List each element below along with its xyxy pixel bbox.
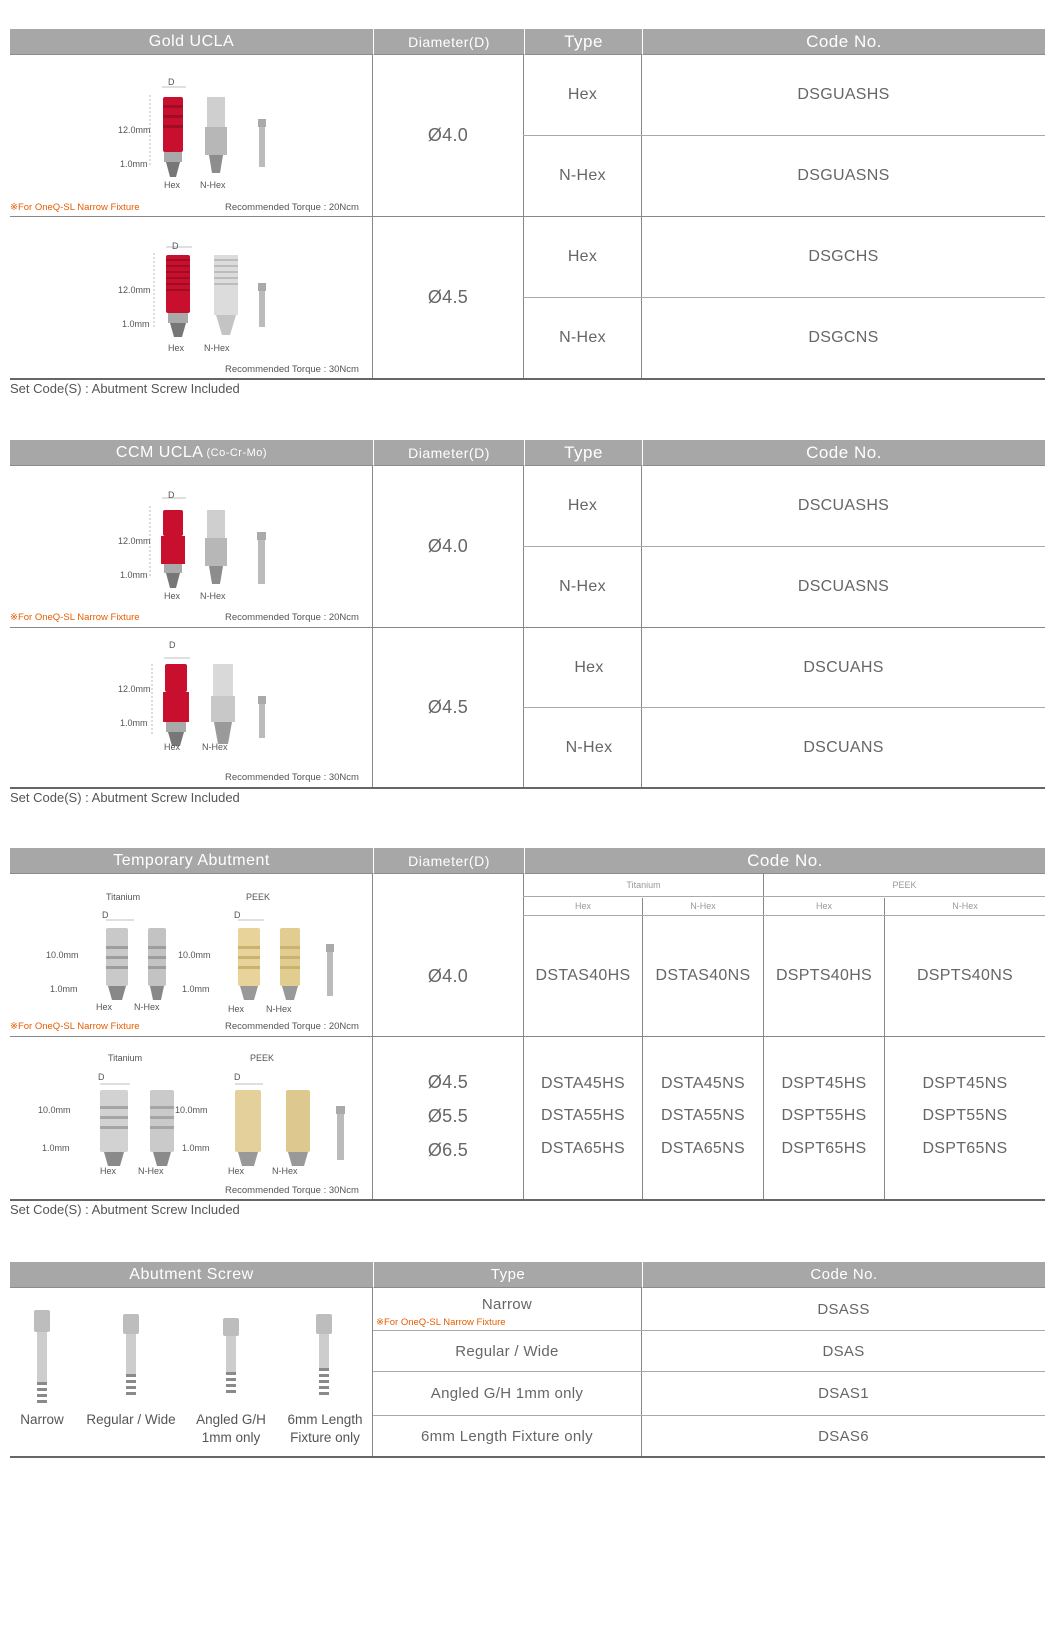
narrow-fixture-note: ※For OneQ-SL Narrow Fixture (10, 1021, 140, 1032)
type-cell: N-Hex (559, 578, 606, 595)
peek-subheader: PEEK (892, 880, 917, 890)
ccm-ucla-title: CCM UCLA (115, 443, 204, 461)
screw-type-cell: Regular / Wide (455, 1342, 559, 1360)
gold-ucla-code-header: Code No. (642, 29, 1045, 55)
diameter-cell: Ø4.5 (427, 697, 469, 717)
code-cell: DSTA45HS (541, 1075, 625, 1092)
type-cell: N-Hex (559, 329, 606, 346)
diameter-cell: Ø4.0 (427, 965, 469, 986)
screw-code-cell: DSASS (817, 1300, 870, 1318)
nhex-label: N-Hex (134, 1002, 160, 1012)
code-cell: DSPT65HS (781, 1140, 867, 1157)
dim-d-label: D (102, 910, 109, 920)
gold-ucla-section (10, 29, 1045, 399)
gold-ucla-type-header: Type (524, 29, 642, 55)
code-cell: DSPTS40NS (916, 967, 1014, 984)
type-cell: Hex (567, 497, 598, 514)
code-cell: DSTA55NS (661, 1107, 745, 1124)
nhex-label: N-Hex (272, 1166, 298, 1176)
dim-collar-label: 1.0mm (182, 1143, 210, 1153)
dim-collar-label: 1.0mm (122, 319, 150, 329)
dim-height-label: 12.0mm (118, 125, 151, 135)
dim-collar-label: 1.0mm (120, 570, 148, 580)
dim-height-label: 10.0mm (178, 950, 211, 960)
torque-note: Recommended Torque : 30Ncm (225, 1185, 359, 1196)
set-code-note: Set Code(S) : Abutment Screw Included (10, 1202, 240, 1217)
nhex-label: N-Hex (266, 1004, 292, 1014)
ccm-ucla-subtitle: (Co-Cr-Mo) (206, 446, 268, 459)
type-cell: N-Hex (565, 738, 613, 756)
temporary-abutment-section (10, 848, 1045, 1228)
nhex-label: N-Hex (202, 742, 228, 752)
code-cell: DSTA65HS (541, 1140, 625, 1157)
diameter-cell: Ø4.5 (427, 287, 469, 307)
ccm-ucla-diameter-header: Diameter(D) (373, 440, 524, 466)
nhex-label: N-Hex (138, 1166, 164, 1176)
code-cell: DSPTS40HS (775, 967, 873, 984)
screw-type-cell: Narrow (481, 1295, 533, 1313)
screw-type-header: Type (373, 1262, 642, 1288)
dim-d-label: D (168, 490, 175, 500)
diameter-cell: Ø4.5 (427, 1071, 469, 1092)
torque-note: Recommended Torque : 30Ncm (225, 772, 359, 783)
temporary-45-image (40, 1062, 360, 1174)
hex-label: Hex (100, 1166, 117, 1176)
temporary-header: Temporary Abutment (10, 848, 373, 874)
ccm-ucla-header (10, 440, 373, 466)
nhex-subheader: N-Hex (952, 901, 978, 911)
gold-ucla-45-image (110, 239, 290, 354)
code-cell: DSGUASHS (797, 86, 890, 103)
narrow-fixture-note: ※For OneQ-SL Narrow Fixture (10, 202, 140, 213)
hex-label: Hex (164, 591, 181, 601)
titanium-label: Titanium (108, 1053, 143, 1063)
diameter-cell: Ø4.0 (427, 536, 469, 556)
diameter-cell: Ø4.0 (427, 125, 469, 145)
dim-collar-label: 1.0mm (120, 159, 148, 169)
screw-label-short: 6mm Length Fixture only (287, 1412, 363, 1445)
regular-screw-icon (123, 1314, 139, 1395)
type-cell: Hex (574, 658, 604, 676)
short-screw-icon (316, 1314, 332, 1395)
code-cell: DSTAS40NS (655, 967, 751, 984)
code-cell: DSPT45NS (922, 1075, 1008, 1092)
ccm-ucla-section (10, 440, 1045, 810)
hex-label: Hex (228, 1166, 245, 1176)
code-cell: DSCUASHS (797, 497, 890, 514)
code-cell: DSTA65NS (661, 1140, 745, 1157)
screw-images (10, 1302, 372, 1412)
nhex-label: N-Hex (204, 343, 230, 353)
gold-ucla-header: Gold UCLA (10, 29, 373, 55)
temporary-code-header: Code No. (524, 848, 1045, 874)
code-cell: DSTAS40HS (535, 967, 631, 984)
code-cell: DSPT55HS (781, 1107, 867, 1124)
code-cell: DSGCHS (808, 248, 879, 265)
angled-screw-icon (223, 1318, 239, 1393)
peek-label: PEEK (250, 1053, 275, 1063)
screw-header: Abutment Screw (10, 1262, 373, 1288)
code-cell: DSTA55HS (541, 1107, 625, 1124)
dim-collar-label: 1.0mm (120, 718, 148, 728)
type-cell: Hex (567, 86, 598, 103)
hex-label: Hex (228, 1004, 245, 1014)
dim-height-label: 12.0mm (118, 684, 151, 694)
abutment-screw-section (10, 1262, 1045, 1462)
nhex-label: N-Hex (200, 591, 226, 601)
code-cell: DSGUASNS (797, 167, 890, 184)
code-cell: DSTA45NS (661, 1075, 745, 1092)
code-cell: DSPT65NS (922, 1140, 1008, 1157)
dim-height-label: 10.0mm (38, 1105, 71, 1115)
dim-d-label: D (234, 1072, 241, 1082)
hex-label: Hex (164, 742, 181, 752)
type-cell: Hex (567, 248, 598, 265)
dim-d-label: D (168, 77, 175, 87)
titanium-subheader: Titanium (626, 880, 661, 890)
hex-label: Hex (96, 1002, 113, 1012)
ccm-ucla-45-image (110, 650, 290, 765)
torque-note: Recommended Torque : 20Ncm (225, 1021, 359, 1032)
dim-collar-label: 1.0mm (42, 1143, 70, 1153)
dim-collar-label: 1.0mm (182, 984, 210, 994)
code-cell: DSGCNS (808, 329, 879, 346)
dim-height-label: 12.0mm (118, 536, 151, 546)
ccm-ucla-type-header: Type (524, 440, 642, 466)
code-cell: DSPT45HS (781, 1075, 867, 1092)
screw-code-cell: DSAS (822, 1342, 865, 1360)
temporary-diameter-header: Diameter(D) (373, 848, 524, 874)
dim-d-label: D (169, 640, 176, 650)
code-cell: DSPT55NS (922, 1107, 1008, 1124)
hex-label: Hex (164, 180, 181, 190)
code-cell: DSCUANS (803, 738, 884, 756)
set-code-note: Set Code(S) : Abutment Screw Included (10, 790, 240, 805)
dim-d-label: D (172, 241, 179, 251)
code-cell: DSCUAHS (803, 658, 884, 676)
set-code-note: Set Code(S) : Abutment Screw Included (10, 381, 240, 396)
screw-type-cell: 6mm Length Fixture only (421, 1427, 593, 1445)
torque-note: Recommended Torque : 30Ncm (225, 364, 359, 375)
ccm-ucla-code-header: Code No. (642, 440, 1045, 466)
gold-ucla-diameter-header: Diameter(D) (373, 29, 524, 55)
dim-height-label: 10.0mm (175, 1105, 208, 1115)
screw-label-regular: Regular / Wide (86, 1412, 176, 1427)
dim-height-label: 10.0mm (46, 950, 79, 960)
screw-code-header: Code No. (642, 1262, 1045, 1288)
type-cell: N-Hex (559, 167, 606, 184)
hex-subheader: Hex (574, 901, 591, 911)
screw-code-cell: DSAS6 (818, 1427, 869, 1445)
peek-label: PEEK (246, 892, 271, 902)
diameter-cell: Ø5.5 (427, 1105, 469, 1126)
hex-subheader: Hex (815, 901, 832, 911)
torque-note: Recommended Torque : 20Ncm (225, 202, 359, 213)
titanium-label: Titanium (106, 892, 141, 902)
screw-label-angled: Angled G/H 1mm only (196, 1412, 266, 1445)
code-cell: DSCUASNS (797, 578, 890, 595)
screw-code-cell: DSAS1 (818, 1385, 869, 1402)
torque-note: Recommended Torque : 20Ncm (225, 612, 359, 623)
dim-d-label: D (98, 1072, 105, 1082)
screw-label-narrow: Narrow (20, 1412, 64, 1427)
hex-label: Hex (168, 343, 185, 353)
narrow-screw-icon (34, 1310, 50, 1403)
nhex-subheader: N-Hex (690, 901, 716, 911)
narrow-fixture-note: ※For OneQ-SL Narrow Fixture (10, 612, 140, 623)
narrow-fixture-note: ※For OneQ-SL Narrow Fixture (376, 1317, 506, 1328)
dim-height-label: 12.0mm (118, 285, 151, 295)
diameter-cell: Ø6.5 (427, 1139, 469, 1160)
dim-collar-label: 1.0mm (50, 984, 78, 994)
dim-d-label: D (234, 910, 241, 920)
screw-type-cell: Angled G/H 1mm only (430, 1385, 584, 1402)
nhex-label: N-Hex (200, 180, 226, 190)
